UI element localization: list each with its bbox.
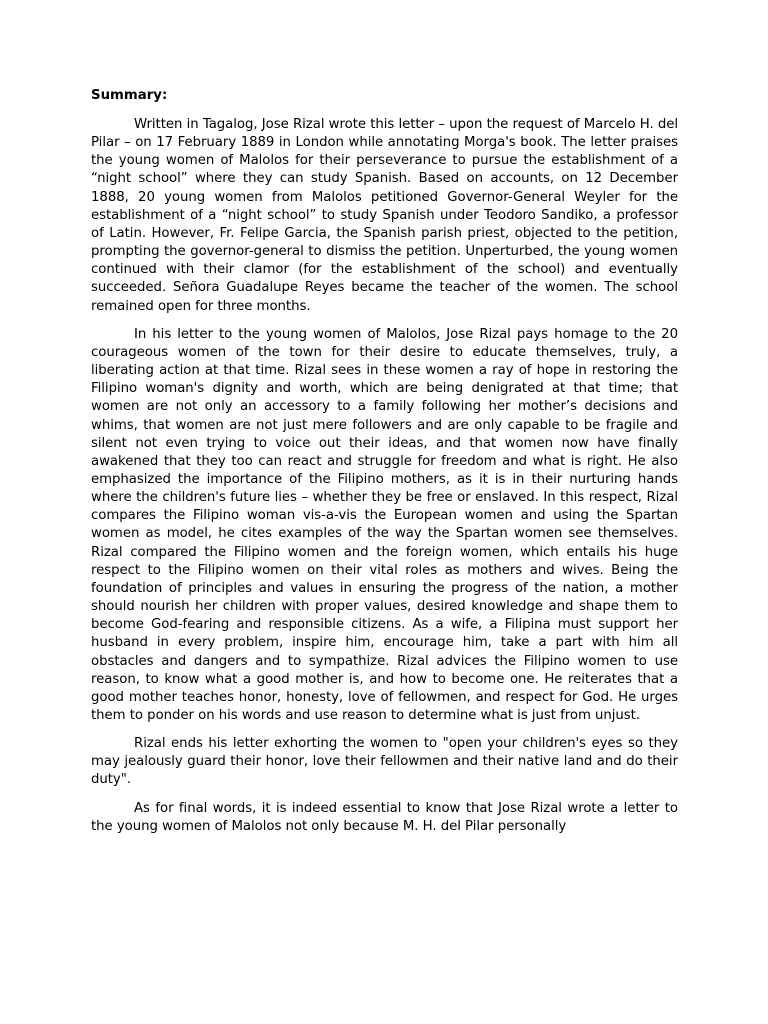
summary-heading: Summary: [91, 88, 168, 103]
paragraph-background: Written in Tagalog, Jose Rizal wrote this letter – upon the request of Marcelo H. del Pilar – on 17 February 1889 in London while annotating Morga's book. The letter praises the young women of Malolos for their perseverance to pursue the establishment of a “night school” where they can study Spanish. Based on accounts, on 12 December 1888, 20 young women from Malolos petitioned Governor-General Weyler for the establishment of a “night school” to study Spanish under Teodoro Sandiko, a professor of Latin. However, Fr. Felipe Garcia, the Spanish parish priest, objected to the petition, prompting the governor-general to dismiss the petition. Unperturbed, the young women continued with their clamor (for the establishment of the school) and eventually succeeded. Señora Guadalupe Reyes became the teacher of the women. The school remained open for three months. [91, 117, 678, 314]
paragraph-exhortation: Rizal ends his letter exhorting the women to "open your children's eyes so they may jealously guard their honor, love their fellowmen and their native land and do their duty". [91, 736, 678, 788]
paragraph-final-words: As for final words, it is indeed essential to know that Jose Rizal wrote a letter to the young women of Malolos not only because M. H. del Pilar personally [91, 800, 678, 834]
paragraph-homage: In his letter to the young women of Malolos, Jose Rizal pays homage to the 20 courageous women of the town for their desire to educate themselves, truly, a liberating action at that time. Rizal sees in these women a ray of hope in restoring the Filipino woman's dignity and worth, which are being denigrated at that time; that women are not only an accessory to a family following her mother’s decisions and whims, that women are not just mere followers and are only capable to be fragile and silent not even trying to voice out their ideas, and that women now have finally awakened that they too can react and struggle for freedom and what is right. He also emphasized the importance of the Filipino mothers, as it is in their nurturing hands where the children's future lies – whether they be free or enslaved. In this respect, Rizal compares the Filipino woman vis-a-vis the European women and using the Spartan women as model, he cites examples of the way the Spartan women see themselves. Rizal compared the Filipino women and the foreign women, which entails his huge respect to the Filipino women on their vital roles as mothers and wives. Being the foundation of principles and values in ensuring the progress of the nation, a mother should nourish her children with proper values, desired knowledge and shape them to become God-fearing and responsible citizens. As a wife, a Filipina must support her husband in every problem, inspire him, encourage him, take a part with him all obstacles and dangers and to sympathize. Rizal advices the Filipino women to use reason, to know what a good mother is, and how to become one. He reiterates that a good mother teaches honor, honesty, love of fellowmen, and respect for God. He urges them to ponder on his words and use reason to determine what is just from unjust. [91, 326, 678, 723]
